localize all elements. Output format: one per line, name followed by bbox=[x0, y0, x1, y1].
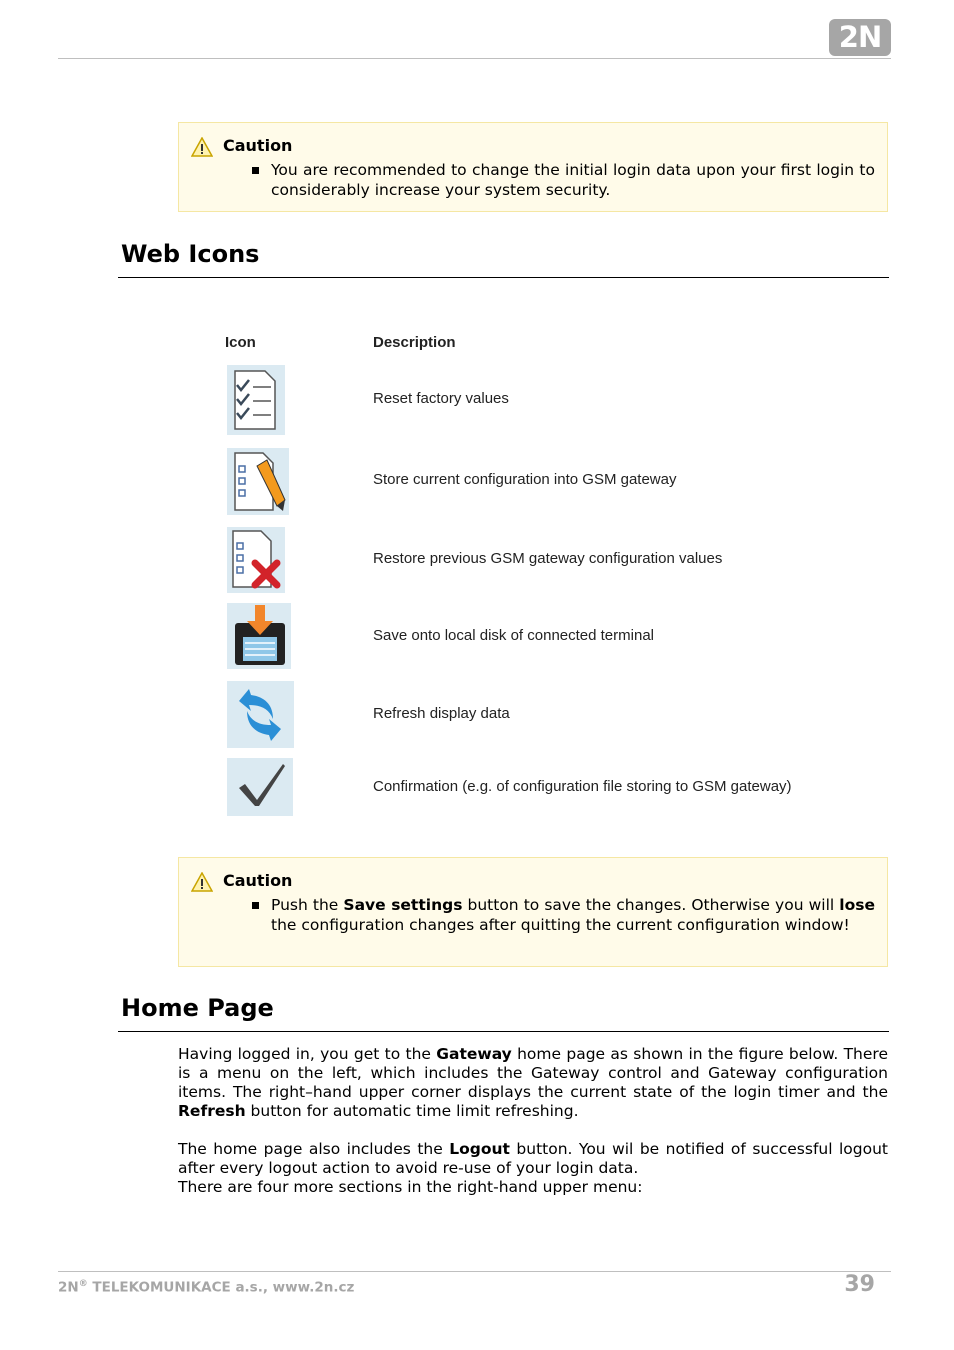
icon-description: Restore previous GSM gateway configuration values bbox=[373, 550, 723, 567]
bullet bbox=[252, 902, 259, 909]
icon-description: Confirmation (e.g. of configuration file storing to GSM gateway) bbox=[373, 778, 792, 795]
save-settings-label: Save settings bbox=[343, 896, 463, 914]
icon-description: Refresh display data bbox=[373, 705, 510, 722]
paragraph: There are four more sections in the right-hand upper menu: bbox=[178, 1178, 643, 1196]
caution-text: Push the Save settings button to save the changes. Otherwise you will lose the configuration changes after quitting the current configuration window! bbox=[271, 896, 875, 934]
checkmark-icon bbox=[227, 758, 293, 820]
column-header-icon: Icon bbox=[225, 334, 256, 351]
footer-company: 2N® TELEKOMUNIKACE a.s., www.2n.cz bbox=[58, 1279, 355, 1296]
warning-icon bbox=[191, 872, 213, 896]
icon-description: Store current configuration into GSM gateway bbox=[373, 471, 677, 488]
caution-title: Caution bbox=[223, 136, 293, 155]
header-divider bbox=[58, 58, 891, 59]
caution-box bbox=[178, 122, 888, 212]
icon-description: Save onto local disk of connected terminal bbox=[373, 627, 654, 644]
company-logo: 2N bbox=[829, 19, 891, 56]
page-number: 39 bbox=[844, 1272, 875, 1297]
paragraph: The home page also includes the Logout button. You wil be notified of successful logout after every logout action to avoid re-use of your login data. bbox=[178, 1140, 888, 1177]
icon-description: Reset factory values bbox=[373, 390, 509, 407]
section-heading-home-page: Home Page bbox=[121, 994, 274, 1022]
section-heading-web-icons: Web Icons bbox=[121, 240, 260, 268]
caution-box bbox=[178, 857, 888, 967]
section-divider bbox=[118, 277, 889, 278]
lose-label: lose bbox=[839, 896, 875, 914]
bullet bbox=[252, 167, 259, 174]
refresh-icon bbox=[227, 681, 294, 752]
footer-divider bbox=[58, 1271, 891, 1272]
warning-icon bbox=[191, 137, 213, 161]
document-pencil-icon bbox=[227, 448, 289, 519]
document-delete-icon bbox=[227, 527, 285, 597]
caution-title: Caution bbox=[223, 871, 293, 890]
caution-text: You are recommended to change the initial login data upon your first login to considerably increase your system security. bbox=[271, 161, 875, 199]
checklist-icon bbox=[227, 365, 285, 439]
section-divider bbox=[118, 1031, 889, 1032]
save-disk-icon bbox=[227, 603, 291, 673]
paragraph: Having logged in, you get to the Gateway home page as shown in the figure below. There is a menu on the left, which includes the Gateway control and Gateway configuration items. The right–hand upper corner displays the current state of the login timer and the Refresh button for automatic time limit refreshing. bbox=[178, 1045, 888, 1120]
column-header-description: Description bbox=[373, 334, 456, 351]
